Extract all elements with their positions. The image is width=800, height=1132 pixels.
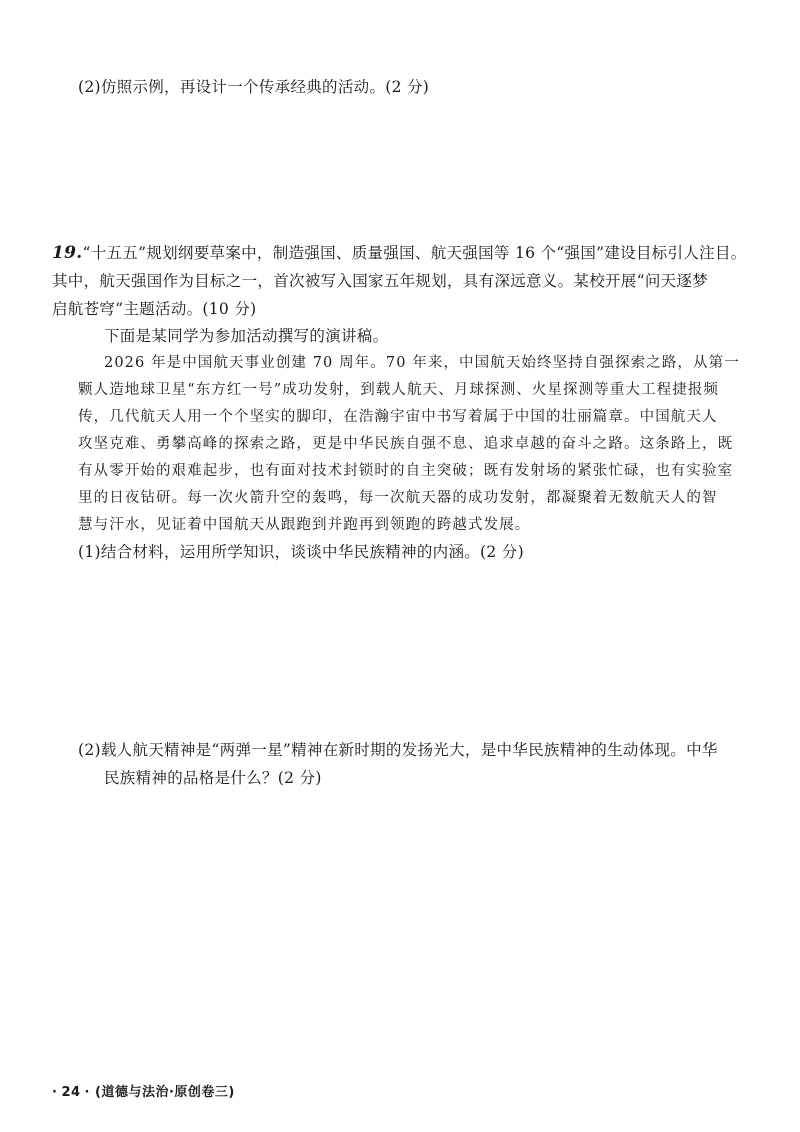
speech-line: 传，几代航天人用一个个坚实的脚印，在浩瀚宇宙中书写着属于中国的壮丽篇章。中国航天人: [78, 409, 718, 425]
q19-intro-line-3: 启航苍穹”主题活动。(10 分): [52, 300, 257, 318]
footer-bullet: ·: [84, 1085, 90, 1100]
q19-intro-line-2: 其中，航天强国作为目标之一，首次被写入国家五年规划，具有深远意义。某校开展“问天逐梦: [52, 272, 709, 290]
speech-line: 攻坚克难、勇攀高峰的探索之路，更是中华民族自强不息、追求卓越的奋斗之路。这条路上，既: [78, 436, 734, 452]
speech-line: 慧与汗水，见证着中国航天从跟跑到并跑再到领跑的跨越式发展。: [78, 517, 531, 533]
speech-line: 2026 年是中国航天事业创建 70 周年。70 年来，中国航天始终坚持自强探索之路，从第一: [104, 355, 740, 371]
speech-line: 里的日夜钻研。每一次火箭升空的轰鸣，每一次航天器的成功发射，都凝聚着无数航天人的智: [78, 490, 718, 506]
question-number: 19.: [52, 243, 83, 263]
q19-lead-in: 下面是某同学为参加活动撰写的演讲稿。: [104, 327, 389, 345]
q19-intro-line-1: 19.“十五五”规划纲要草案中，制造强国、质量强国、航天强国等 16 个“强国”建设目标引人注目。: [52, 243, 747, 263]
footer-source: (道德与法治·原创卷三): [95, 1085, 235, 1100]
q19-part2-line-2: 民族精神的品格是什么？(2 分): [104, 769, 322, 787]
page-number: 24: [61, 1085, 81, 1100]
speech-line: 有从零开始的艰难起步，也有面对技术封锁时的自主突破；既有发射场的紧张忙碌，也有实验室: [78, 463, 734, 479]
footer-bullet: ·: [52, 1085, 58, 1100]
prev-question-part2: (2)仿照示例，再设计一个传承经典的活动。(2 分): [78, 78, 430, 96]
page-footer: [52, 1081, 235, 1100]
q19-part2-line-1: (2)载人航天精神是“两弹一星”精神在新时期的发扬光大，是中华民族精神的生动体现。中华: [78, 741, 718, 759]
q19-part1: (1)结合材料，运用所学知识，谈谈中华民族精神的内涵。(2 分): [78, 543, 524, 561]
speech-line: 颗人造地球卫星“东方红一号”成功发射，到载人航天、月球探测、火星探测等重大工程捷报频: [78, 382, 720, 398]
